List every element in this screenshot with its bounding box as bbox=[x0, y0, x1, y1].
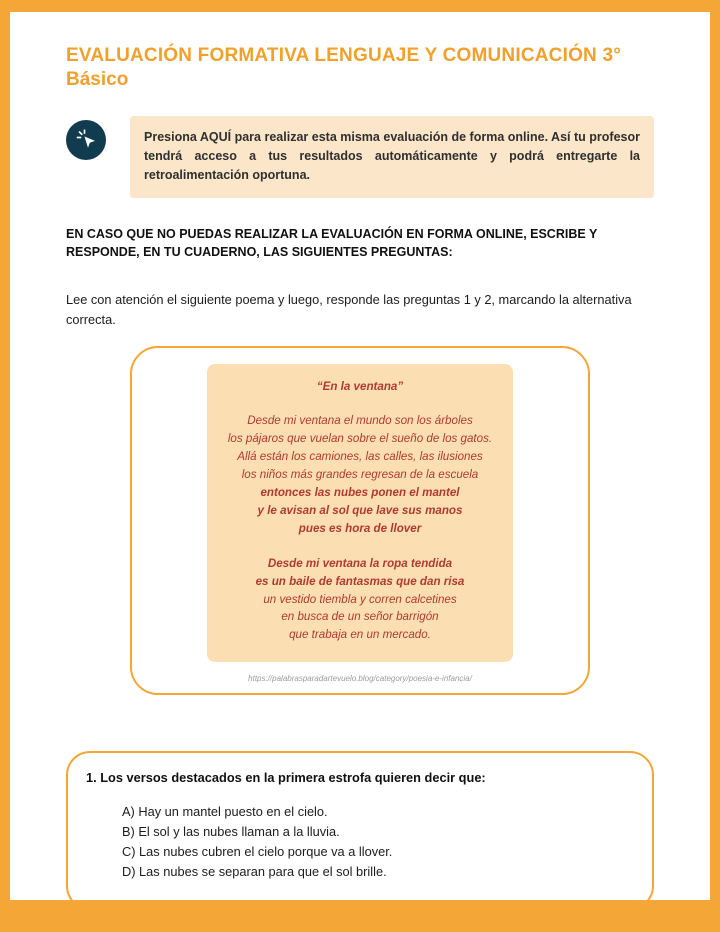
poem-title: “En la ventana” bbox=[316, 379, 404, 393]
option-c: C) Las nubes cubren el cielo porque va a llover. bbox=[122, 844, 393, 860]
poem-line: los niños más grandes regresan de la escuela bbox=[241, 467, 479, 481]
click-cursor-icon bbox=[66, 120, 106, 160]
question-1-prompt: 1. Los versos destacados en la primera estrofa quieren decir que: bbox=[86, 770, 486, 786]
left-border-stripe bbox=[0, 0, 10, 932]
option-d: D) Las nubes se separan para que el sol brille. bbox=[122, 863, 387, 879]
poem-line-highlighted: Desde mi ventana la ropa tendida bbox=[267, 556, 453, 570]
poem-line: que trabaja en un mercado. bbox=[289, 628, 431, 642]
online-callout-row bbox=[66, 116, 654, 198]
online-callout bbox=[130, 116, 654, 198]
reading-instruction: Lee con atención el siguiente poema y luego, responde las preguntas 1 y 2, marcando la alternativa correcta. bbox=[66, 292, 632, 327]
page-content bbox=[10, 12, 710, 900]
online-evaluation-link[interactable]: AQUÍ bbox=[199, 129, 232, 144]
question-1-box bbox=[66, 751, 654, 909]
page-subtitle: Básico bbox=[66, 68, 129, 90]
poem-line: los pájaros que vuelan sobre el sueño de los gatos. bbox=[227, 431, 493, 445]
right-border-stripe bbox=[710, 0, 720, 932]
poem-card bbox=[207, 364, 513, 663]
poem-frame bbox=[130, 346, 590, 696]
page-title: EVALUACIÓN FORMATIVA LENGUAJE Y COMUNICACIÓN 3° bbox=[66, 45, 622, 66]
worksheet-header bbox=[66, 44, 654, 92]
poem-line-highlighted: entonces las nubes ponen el mantel bbox=[260, 485, 460, 499]
poem-line-highlighted: y le avisan al sol que lave sus manos bbox=[257, 503, 463, 517]
poem-line: Allá están los camiones, las calles, las ilusiones bbox=[237, 449, 483, 463]
poem-stanza-1 bbox=[217, 412, 503, 538]
callout-text bbox=[144, 128, 640, 186]
poem-line-highlighted: pues es hora de llover bbox=[298, 521, 422, 535]
offline-instruction: EN CASO QUE NO PUEDAS REALIZAR LA EVALUACIÓN EN FORMA ONLINE, ESCRIBE Y RESPONDE, EN TU CUADERNO, LAS SIGUIENTES PREGUNTAS: bbox=[66, 226, 598, 260]
poem-line: un vestido tiembla y corren calcetines bbox=[263, 592, 457, 606]
callout-text-before: Presiona bbox=[144, 129, 197, 144]
poem-line-highlighted: es un baile de fantasmas que dan risa bbox=[255, 574, 465, 588]
poem-source-url: https://palabrasparadartevuelo.blog/category/poesia-e-infancia/ bbox=[248, 674, 472, 684]
option-a: A) Hay un mantel puesto en el cielo. bbox=[122, 804, 328, 820]
poem-line: Desde mi ventana el mundo son los árboles bbox=[247, 413, 473, 427]
poem-stanza-2 bbox=[217, 555, 503, 645]
question-1-options bbox=[122, 802, 634, 881]
option-b: B) El sol y las nubes llaman a la lluvia. bbox=[122, 824, 340, 840]
poem-line: en busca de un señor barrigón bbox=[281, 610, 439, 624]
callout-text-after: para realizar esta misma evaluación de forma online. Así tu profesor tendrá acceso a tus resultados automáticamente y podrá entregarte la retroalimentación oportuna. bbox=[144, 129, 640, 183]
top-border-bar bbox=[0, 0, 720, 12]
